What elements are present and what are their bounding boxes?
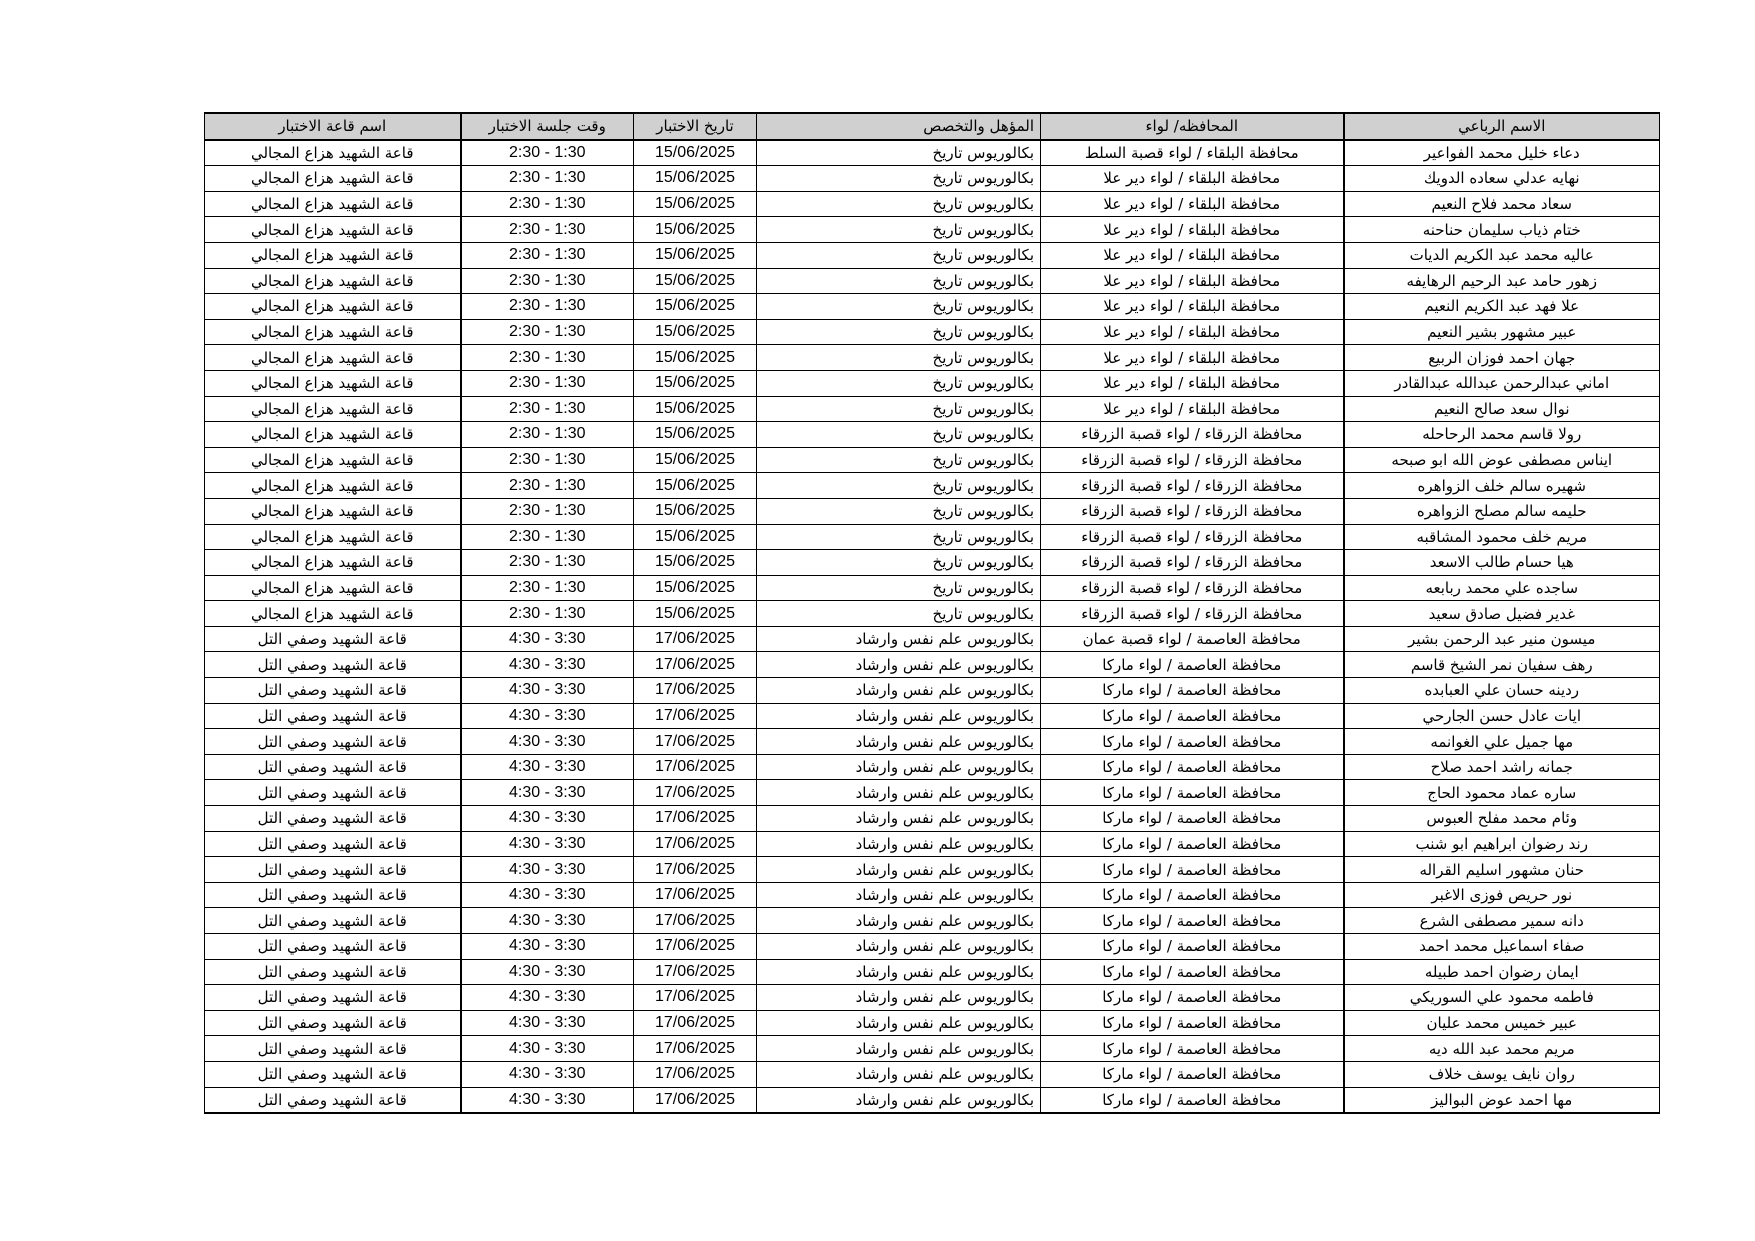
table-row	[205, 550, 1660, 576]
cell-exam-time: 2:30 - 1:30	[461, 524, 634, 550]
cell-governorate: محافظة الزرقاء / لواء قصبة الزرقاء	[1041, 575, 1344, 601]
cell-exam-date: 17/06/2025	[634, 882, 757, 908]
cell-exam-time: 2:30 - 1:30	[461, 498, 634, 524]
cell-exam-hall: قاعة الشهيد وصفي التل	[205, 857, 461, 883]
cell-qualification: بكالوريوس علم نفس وارشاد	[757, 1087, 1041, 1113]
cell-qualification: بكالوريوس تاريخ	[757, 242, 1041, 268]
cell-governorate: محافظة الزرقاء / لواء قصبة الزرقاء	[1041, 498, 1344, 524]
cell-exam-hall: قاعة الشهيد وصفي التل	[205, 678, 461, 704]
cell-qualification: بكالوريوس علم نفس وارشاد	[757, 831, 1041, 857]
table-row	[205, 1010, 1660, 1036]
cell-governorate: محافظة الزرقاء / لواء قصبة الزرقاء	[1041, 550, 1344, 576]
cell-full-name: ساجده علي محمد ربابعه	[1344, 575, 1660, 601]
header-qualification: المؤهل والتخصص	[757, 113, 1041, 140]
cell-exam-date: 15/06/2025	[634, 601, 757, 627]
cell-full-name: حنان مشهور اسليم القراله	[1344, 857, 1660, 883]
cell-exam-hall: قاعة الشهيد هزاع المجالي	[205, 370, 461, 396]
cell-full-name: غدير فضيل صادق سعيد	[1344, 601, 1660, 627]
cell-full-name: فاطمه محمود علي السوريكي	[1344, 985, 1660, 1011]
cell-exam-hall: قاعة الشهيد وصفي التل	[205, 652, 461, 678]
cell-exam-date: 15/06/2025	[634, 217, 757, 243]
cell-exam-date: 17/06/2025	[634, 1010, 757, 1036]
cell-exam-time: 4:30 - 3:30	[461, 806, 634, 832]
cell-governorate: محافظة الزرقاء / لواء قصبة الزرقاء	[1041, 447, 1344, 473]
cell-exam-time: 2:30 - 1:30	[461, 242, 634, 268]
cell-governorate: محافظة العاصمة / لواء ماركا	[1041, 729, 1344, 755]
cell-qualification: بكالوريوس تاريخ	[757, 370, 1041, 396]
cell-exam-date: 15/06/2025	[634, 140, 757, 166]
table-row	[205, 217, 1660, 243]
cell-full-name: مها احمد عوض البواليز	[1344, 1087, 1660, 1113]
cell-governorate: محافظة البلقاء / لواء دير علا	[1041, 319, 1344, 345]
cell-exam-date: 17/06/2025	[634, 1087, 757, 1113]
cell-exam-hall: قاعة الشهيد وصفي التل	[205, 703, 461, 729]
cell-full-name: ساره عماد محمود الحاج	[1344, 780, 1660, 806]
cell-qualification: بكالوريوس علم نفس وارشاد	[757, 780, 1041, 806]
cell-governorate: محافظة البلقاء / لواء دير علا	[1041, 268, 1344, 294]
cell-exam-time: 2:30 - 1:30	[461, 370, 634, 396]
cell-exam-time: 2:30 - 1:30	[461, 191, 634, 217]
cell-qualification: بكالوريوس علم نفس وارشاد	[757, 882, 1041, 908]
cell-exam-time: 2:30 - 1:30	[461, 294, 634, 320]
table-row	[205, 729, 1660, 755]
cell-full-name: مها جميل علي الغوانمه	[1344, 729, 1660, 755]
cell-qualification: بكالوريوس تاريخ	[757, 319, 1041, 345]
cell-exam-time: 4:30 - 3:30	[461, 754, 634, 780]
cell-exam-time: 4:30 - 3:30	[461, 1087, 634, 1113]
cell-exam-hall: قاعة الشهيد وصفي التل	[205, 754, 461, 780]
cell-qualification: بكالوريوس تاريخ	[757, 447, 1041, 473]
cell-qualification: بكالوريوس علم نفس وارشاد	[757, 754, 1041, 780]
cell-exam-time: 4:30 - 3:30	[461, 703, 634, 729]
cell-governorate: محافظة العاصمة / لواء ماركا	[1041, 806, 1344, 832]
table-row	[205, 806, 1660, 832]
cell-exam-hall: قاعة الشهيد هزاع المجالي	[205, 447, 461, 473]
cell-exam-hall: قاعة الشهيد وصفي التل	[205, 882, 461, 908]
header-exam-time: وقت جلسة الاختبار	[461, 113, 634, 140]
cell-governorate: محافظة البلقاء / لواء دير علا	[1041, 217, 1344, 243]
cell-exam-date: 15/06/2025	[634, 447, 757, 473]
cell-exam-hall: قاعة الشهيد هزاع المجالي	[205, 575, 461, 601]
table-row	[205, 370, 1660, 396]
cell-exam-time: 2:30 - 1:30	[461, 422, 634, 448]
cell-exam-hall: قاعة الشهيد وصفي التل	[205, 908, 461, 934]
table-row	[205, 422, 1660, 448]
cell-exam-hall: قاعة الشهيد هزاع المجالي	[205, 422, 461, 448]
cell-governorate: محافظة البلقاء / لواء دير علا	[1041, 294, 1344, 320]
cell-exam-hall: قاعة الشهيد وصفي التل	[205, 780, 461, 806]
cell-exam-hall: قاعة الشهيد هزاع المجالي	[205, 524, 461, 550]
cell-qualification: بكالوريوس تاريخ	[757, 422, 1041, 448]
cell-exam-date: 17/06/2025	[634, 703, 757, 729]
cell-governorate: محافظة العاصمة / لواء ماركا	[1041, 703, 1344, 729]
table-row	[205, 678, 1660, 704]
cell-exam-date: 17/06/2025	[634, 959, 757, 985]
table-row	[205, 1036, 1660, 1062]
cell-governorate: محافظة العاصمة / لواء ماركا	[1041, 857, 1344, 883]
cell-exam-time: 2:30 - 1:30	[461, 550, 634, 576]
table-row	[205, 524, 1660, 550]
cell-governorate: محافظة العاصمة / لواء ماركا	[1041, 652, 1344, 678]
header-exam-date: تاريخ الاختبار	[634, 113, 757, 140]
cell-qualification: بكالوريوس تاريخ	[757, 268, 1041, 294]
cell-exam-time: 4:30 - 3:30	[461, 908, 634, 934]
cell-exam-time: 2:30 - 1:30	[461, 345, 634, 371]
cell-governorate: محافظة العاصمة / لواء قصبة عمان	[1041, 626, 1344, 652]
cell-exam-hall: قاعة الشهيد وصفي التل	[205, 626, 461, 652]
cell-exam-hall: قاعة الشهيد هزاع المجالي	[205, 473, 461, 499]
cell-full-name: دعاء خليل محمد الفواعير	[1344, 140, 1660, 166]
cell-exam-date: 15/06/2025	[634, 345, 757, 371]
cell-exam-time: 4:30 - 3:30	[461, 780, 634, 806]
cell-qualification: بكالوريوس علم نفس وارشاد	[757, 678, 1041, 704]
table-row	[205, 908, 1660, 934]
cell-exam-date: 17/06/2025	[634, 780, 757, 806]
cell-qualification: بكالوريوس علم نفس وارشاد	[757, 934, 1041, 960]
table-header	[205, 113, 1660, 140]
cell-full-name: وئام محمد مفلح العبوس	[1344, 806, 1660, 832]
cell-full-name: رند رضوان ابراهيم ابو شنب	[1344, 831, 1660, 857]
table-row	[205, 601, 1660, 627]
table-row	[205, 498, 1660, 524]
cell-exam-date: 17/06/2025	[634, 908, 757, 934]
cell-qualification: بكالوريوس تاريخ	[757, 191, 1041, 217]
table-body	[205, 140, 1660, 1114]
cell-exam-date: 15/06/2025	[634, 422, 757, 448]
cell-exam-time: 4:30 - 3:30	[461, 652, 634, 678]
header-row	[205, 113, 1660, 140]
cell-full-name: ايمان رضوان احمد طبيله	[1344, 959, 1660, 985]
cell-governorate: محافظة العاصمة / لواء ماركا	[1041, 908, 1344, 934]
header-exam-hall: اسم قاعة الاختبار	[205, 113, 461, 140]
table-row	[205, 959, 1660, 985]
cell-exam-hall: قاعة الشهيد هزاع المجالي	[205, 319, 461, 345]
cell-qualification: بكالوريوس تاريخ	[757, 166, 1041, 192]
cell-governorate: محافظة البلقاء / لواء قصبة السلط	[1041, 140, 1344, 166]
cell-governorate: محافظة البلقاء / لواء دير علا	[1041, 242, 1344, 268]
cell-exam-date: 15/06/2025	[634, 370, 757, 396]
cell-full-name: ايناس مصطفى عوض الله ابو صبحه	[1344, 447, 1660, 473]
table-row	[205, 754, 1660, 780]
table-row	[205, 882, 1660, 908]
cell-exam-date: 17/06/2025	[634, 754, 757, 780]
cell-qualification: بكالوريوس علم نفس وارشاد	[757, 1036, 1041, 1062]
cell-full-name: حليمه سالم مصلح الزواهره	[1344, 498, 1660, 524]
table-row	[205, 140, 1660, 166]
table-row	[205, 242, 1660, 268]
cell-qualification: بكالوريوس علم نفس وارشاد	[757, 729, 1041, 755]
cell-exam-date: 17/06/2025	[634, 626, 757, 652]
cell-governorate: محافظة البلقاء / لواء دير علا	[1041, 396, 1344, 422]
cell-exam-date: 15/06/2025	[634, 268, 757, 294]
cell-full-name: رهف سفيان نمر الشيخ قاسم	[1344, 652, 1660, 678]
cell-full-name: هيا حسام طالب الاسعد	[1344, 550, 1660, 576]
table-row	[205, 345, 1660, 371]
cell-exam-date: 17/06/2025	[634, 1061, 757, 1087]
table-row	[205, 703, 1660, 729]
cell-governorate: محافظة الزرقاء / لواء قصبة الزرقاء	[1041, 422, 1344, 448]
cell-full-name: نهايه عدلي سعاده الدويك	[1344, 166, 1660, 192]
cell-governorate: محافظة العاصمة / لواء ماركا	[1041, 985, 1344, 1011]
cell-qualification: بكالوريوس تاريخ	[757, 524, 1041, 550]
cell-exam-date: 17/06/2025	[634, 806, 757, 832]
cell-exam-time: 4:30 - 3:30	[461, 882, 634, 908]
table-row	[205, 473, 1660, 499]
cell-governorate: محافظة البلقاء / لواء دير علا	[1041, 345, 1344, 371]
cell-exam-date: 15/06/2025	[634, 524, 757, 550]
cell-qualification: بكالوريوس تاريخ	[757, 498, 1041, 524]
cell-governorate: محافظة العاصمة / لواء ماركا	[1041, 754, 1344, 780]
cell-full-name: جمانه راشد احمد صلاح	[1344, 754, 1660, 780]
cell-qualification: بكالوريوس تاريخ	[757, 473, 1041, 499]
table-row	[205, 319, 1660, 345]
table-row	[205, 268, 1660, 294]
table-row	[205, 447, 1660, 473]
cell-full-name: ردينه حسان علي العبابده	[1344, 678, 1660, 704]
cell-full-name: عبير خميس محمد عليان	[1344, 1010, 1660, 1036]
cell-governorate: محافظة الزرقاء / لواء قصبة الزرقاء	[1041, 601, 1344, 627]
cell-exam-time: 4:30 - 3:30	[461, 678, 634, 704]
header-full-name: الاسم الرباعي	[1344, 113, 1660, 140]
cell-governorate: محافظة الزرقاء / لواء قصبة الزرقاء	[1041, 473, 1344, 499]
cell-full-name: مريم محمد عبد الله ديه	[1344, 1036, 1660, 1062]
cell-full-name: جهان احمد فوزان الربيع	[1344, 345, 1660, 371]
cell-exam-hall: قاعة الشهيد وصفي التل	[205, 729, 461, 755]
cell-exam-time: 2:30 - 1:30	[461, 601, 634, 627]
cell-full-name: نور حريص فوزى الاغبر	[1344, 882, 1660, 908]
cell-full-name: مريم خلف محمود المشاقبه	[1344, 524, 1660, 550]
cell-exam-hall: قاعة الشهيد وصفي التل	[205, 1087, 461, 1113]
cell-qualification: بكالوريوس تاريخ	[757, 575, 1041, 601]
table-row	[205, 166, 1660, 192]
cell-exam-time: 2:30 - 1:30	[461, 140, 634, 166]
cell-full-name: ايات عادل حسن الجارحي	[1344, 703, 1660, 729]
cell-qualification: بكالوريوس تاريخ	[757, 294, 1041, 320]
cell-exam-time: 4:30 - 3:30	[461, 934, 634, 960]
cell-full-name: عاليه محمد عبد الكريم الديات	[1344, 242, 1660, 268]
cell-governorate: محافظة العاصمة / لواء ماركا	[1041, 1010, 1344, 1036]
cell-exam-time: 4:30 - 3:30	[461, 959, 634, 985]
exam-schedule-table	[204, 112, 1660, 1114]
cell-exam-time: 4:30 - 3:30	[461, 857, 634, 883]
cell-exam-hall: قاعة الشهيد هزاع المجالي	[205, 242, 461, 268]
cell-exam-hall: قاعة الشهيد وصفي التل	[205, 959, 461, 985]
cell-governorate: محافظة العاصمة / لواء ماركا	[1041, 959, 1344, 985]
cell-governorate: محافظة العاصمة / لواء ماركا	[1041, 934, 1344, 960]
cell-exam-date: 15/06/2025	[634, 473, 757, 499]
cell-qualification: بكالوريوس علم نفس وارشاد	[757, 652, 1041, 678]
table-row	[205, 191, 1660, 217]
cell-qualification: بكالوريوس تاريخ	[757, 345, 1041, 371]
cell-qualification: بكالوريوس علم نفس وارشاد	[757, 857, 1041, 883]
cell-qualification: بكالوريوس تاريخ	[757, 140, 1041, 166]
cell-exam-date: 15/06/2025	[634, 242, 757, 268]
table-row	[205, 626, 1660, 652]
cell-exam-date: 17/06/2025	[634, 985, 757, 1011]
cell-full-name: اماني عبدالرحمن عبدالله عبدالقادر	[1344, 370, 1660, 396]
cell-exam-hall: قاعة الشهيد هزاع المجالي	[205, 498, 461, 524]
cell-exam-hall: قاعة الشهيد وصفي التل	[205, 985, 461, 1011]
table-row	[205, 1061, 1660, 1087]
cell-exam-hall: قاعة الشهيد هزاع المجالي	[205, 294, 461, 320]
cell-exam-hall: قاعة الشهيد وصفي التل	[205, 934, 461, 960]
cell-exam-hall: قاعة الشهيد هزاع المجالي	[205, 166, 461, 192]
cell-exam-time: 2:30 - 1:30	[461, 396, 634, 422]
cell-full-name: نوال سعد صالح النعيم	[1344, 396, 1660, 422]
cell-full-name: صفاء اسماعيل محمد احمد	[1344, 934, 1660, 960]
cell-exam-time: 4:30 - 3:30	[461, 1061, 634, 1087]
cell-governorate: محافظة العاصمة / لواء ماركا	[1041, 831, 1344, 857]
cell-governorate: محافظة العاصمة / لواء ماركا	[1041, 1061, 1344, 1087]
cell-qualification: بكالوريوس علم نفس وارشاد	[757, 806, 1041, 832]
cell-qualification: بكالوريوس علم نفس وارشاد	[757, 626, 1041, 652]
cell-qualification: بكالوريوس علم نفس وارشاد	[757, 1010, 1041, 1036]
cell-governorate: محافظة العاصمة / لواء ماركا	[1041, 780, 1344, 806]
cell-exam-date: 17/06/2025	[634, 857, 757, 883]
cell-exam-date: 15/06/2025	[634, 319, 757, 345]
cell-governorate: محافظة العاصمة / لواء ماركا	[1041, 1036, 1344, 1062]
cell-qualification: بكالوريوس تاريخ	[757, 217, 1041, 243]
cell-exam-time: 4:30 - 3:30	[461, 1010, 634, 1036]
cell-exam-hall: قاعة الشهيد هزاع المجالي	[205, 217, 461, 243]
cell-exam-date: 15/06/2025	[634, 575, 757, 601]
table-row	[205, 1087, 1660, 1113]
cell-exam-time: 2:30 - 1:30	[461, 447, 634, 473]
table-row	[205, 652, 1660, 678]
cell-full-name: سعاد محمد فلاح النعيم	[1344, 191, 1660, 217]
cell-exam-date: 17/06/2025	[634, 831, 757, 857]
table-row	[205, 857, 1660, 883]
cell-exam-date: 15/06/2025	[634, 294, 757, 320]
cell-exam-date: 15/06/2025	[634, 498, 757, 524]
table-row	[205, 575, 1660, 601]
cell-governorate: محافظة العاصمة / لواء ماركا	[1041, 1087, 1344, 1113]
cell-exam-time: 4:30 - 3:30	[461, 729, 634, 755]
cell-exam-time: 4:30 - 3:30	[461, 985, 634, 1011]
cell-exam-time: 4:30 - 3:30	[461, 626, 634, 652]
cell-exam-hall: قاعة الشهيد وصفي التل	[205, 1036, 461, 1062]
cell-full-name: روان نايف يوسف خلاف	[1344, 1061, 1660, 1087]
table-row	[205, 831, 1660, 857]
cell-exam-time: 2:30 - 1:30	[461, 575, 634, 601]
cell-full-name: دانه سمير مصطفى الشرع	[1344, 908, 1660, 934]
cell-governorate: محافظة البلقاء / لواء دير علا	[1041, 191, 1344, 217]
table-row	[205, 985, 1660, 1011]
cell-governorate: محافظة العاصمة / لواء ماركا	[1041, 882, 1344, 908]
cell-qualification: بكالوريوس علم نفس وارشاد	[757, 1061, 1041, 1087]
cell-qualification: بكالوريوس تاريخ	[757, 550, 1041, 576]
cell-full-name: ختام ذياب سليمان حناحنه	[1344, 217, 1660, 243]
cell-exam-time: 2:30 - 1:30	[461, 319, 634, 345]
cell-full-name: زهور حامد عبد الرحيم الرهايفه	[1344, 268, 1660, 294]
table-row	[205, 934, 1660, 960]
cell-exam-hall: قاعة الشهيد هزاع المجالي	[205, 396, 461, 422]
cell-qualification: بكالوريوس علم نفس وارشاد	[757, 985, 1041, 1011]
cell-exam-hall: قاعة الشهيد هزاع المجالي	[205, 191, 461, 217]
cell-full-name: رولا قاسم محمد الرحاحله	[1344, 422, 1660, 448]
cell-exam-hall: قاعة الشهيد هزاع المجالي	[205, 140, 461, 166]
cell-full-name: عبير مشهور بشير النعيم	[1344, 319, 1660, 345]
cell-exam-hall: قاعة الشهيد وصفي التل	[205, 806, 461, 832]
cell-governorate: محافظة البلقاء / لواء دير علا	[1041, 370, 1344, 396]
cell-exam-date: 17/06/2025	[634, 729, 757, 755]
cell-governorate: محافظة البلقاء / لواء دير علا	[1041, 166, 1344, 192]
cell-full-name: ميسون منير عبد الرحمن بشير	[1344, 626, 1660, 652]
header-governorate: المحافظه/ لواء	[1041, 113, 1344, 140]
cell-exam-hall: قاعة الشهيد وصفي التل	[205, 831, 461, 857]
cell-exam-date: 17/06/2025	[634, 1036, 757, 1062]
cell-exam-date: 17/06/2025	[634, 652, 757, 678]
cell-full-name: علا فهد عبد الكريم النعيم	[1344, 294, 1660, 320]
cell-governorate: محافظة الزرقاء / لواء قصبة الزرقاء	[1041, 524, 1344, 550]
cell-exam-time: 4:30 - 3:30	[461, 1036, 634, 1062]
cell-qualification: بكالوريوس علم نفس وارشاد	[757, 703, 1041, 729]
cell-exam-date: 17/06/2025	[634, 934, 757, 960]
cell-exam-hall: قاعة الشهيد وصفي التل	[205, 1061, 461, 1087]
table-row	[205, 780, 1660, 806]
table-row	[205, 294, 1660, 320]
cell-governorate: محافظة العاصمة / لواء ماركا	[1041, 678, 1344, 704]
cell-full-name: شهيره سالم خلف الزواهره	[1344, 473, 1660, 499]
cell-exam-hall: قاعة الشهيد هزاع المجالي	[205, 268, 461, 294]
cell-exam-date: 15/06/2025	[634, 550, 757, 576]
cell-exam-time: 2:30 - 1:30	[461, 268, 634, 294]
cell-exam-hall: قاعة الشهيد هزاع المجالي	[205, 345, 461, 371]
cell-exam-time: 2:30 - 1:30	[461, 217, 634, 243]
cell-exam-time: 4:30 - 3:30	[461, 831, 634, 857]
cell-exam-date: 15/06/2025	[634, 166, 757, 192]
cell-exam-time: 2:30 - 1:30	[461, 473, 634, 499]
cell-exam-date: 17/06/2025	[634, 678, 757, 704]
cell-exam-date: 15/06/2025	[634, 396, 757, 422]
table-row	[205, 396, 1660, 422]
cell-qualification: بكالوريوس علم نفس وارشاد	[757, 959, 1041, 985]
cell-qualification: بكالوريوس علم نفس وارشاد	[757, 908, 1041, 934]
cell-exam-time: 2:30 - 1:30	[461, 166, 634, 192]
cell-exam-hall: قاعة الشهيد وصفي التل	[205, 1010, 461, 1036]
cell-exam-hall: قاعة الشهيد هزاع المجالي	[205, 601, 461, 627]
cell-qualification: بكالوريوس تاريخ	[757, 396, 1041, 422]
cell-exam-date: 15/06/2025	[634, 191, 757, 217]
cell-qualification: بكالوريوس تاريخ	[757, 601, 1041, 627]
cell-exam-hall: قاعة الشهيد هزاع المجالي	[205, 550, 461, 576]
